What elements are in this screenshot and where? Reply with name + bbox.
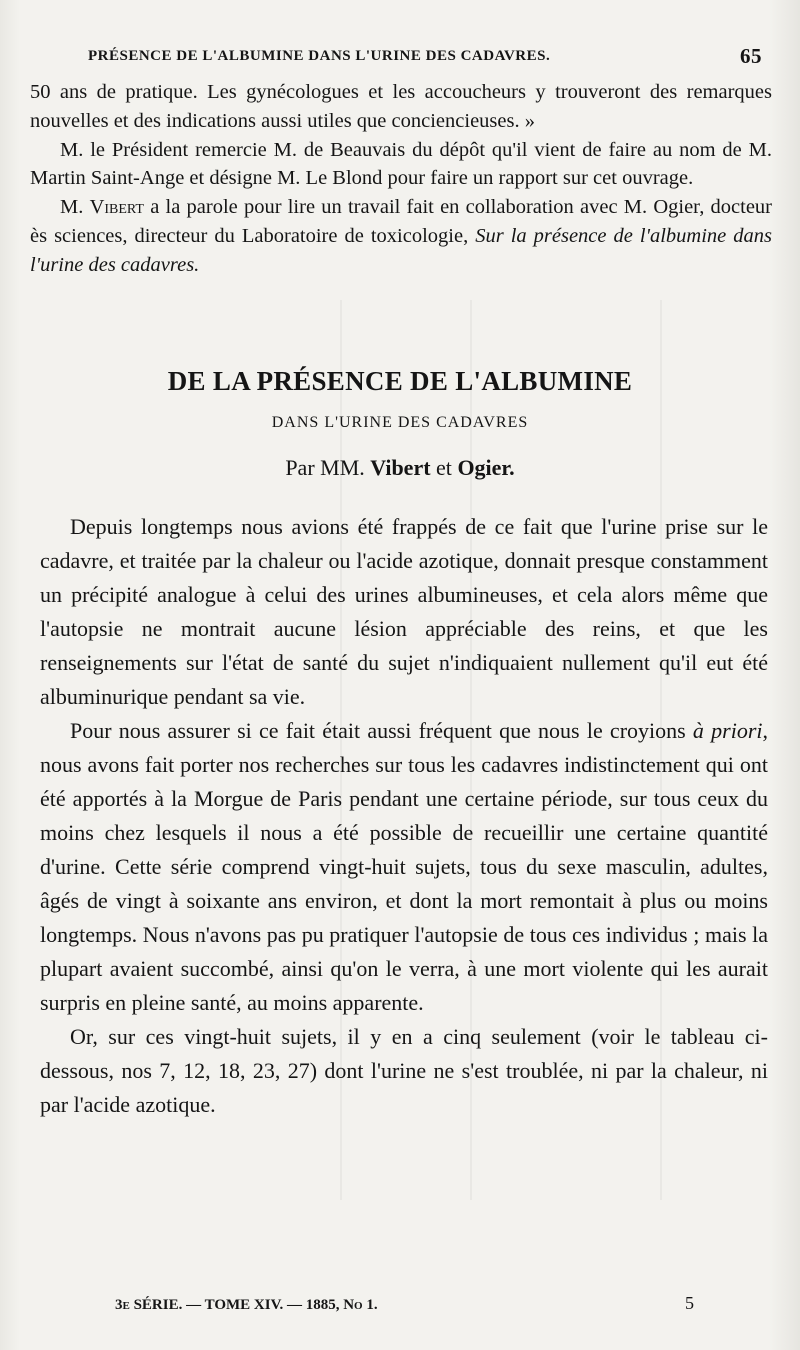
article-title: DE LA PRÉSENCE DE L'ALBUMINE (167, 366, 633, 396)
body-p2-italic: à priori (692, 718, 763, 743)
body-p2-b: , nous avons fait porter nos recherches sur tous les cadavres indistinctement qui ont été apportés à la Morgue de Paris pendant une certaine période, sur tous ceux du moins chez lesquels il nous a été possible de recueillir une certaine quantité d'urine. Cette série comprend vingt-huit sujets, tous du sexe masculin, adultes, âgés de vingt à soixante ans environ, et dont la mort remontait à plus ou moins longtemps. Nous n'avons pas pu pratiquer l'autopsie de tous ces individus ; mais la plupart avaient succombé, ainsi qu'on le verra, à une mort violente qui les aurait surpris en pleine santé, au moins apparente. (40, 718, 768, 1015)
intro-p3-name: Vibert (89, 196, 144, 219)
authors-conj: et (430, 455, 458, 480)
intro-paragraph-3 (30, 193, 772, 279)
article-authors (0, 455, 800, 481)
footer-series: 3e SÉRIE. — TOME XIV. — 1885, No 1. (115, 1297, 378, 1313)
body-paragraph-2 (40, 714, 768, 1020)
article-body (40, 510, 768, 1122)
body-p2-a: Pour nous assurer si ce fait était aussi fréquent que nous le croyions (70, 718, 693, 743)
running-head (88, 44, 768, 74)
intro-p3-prefix: M. (60, 196, 90, 219)
page-number: 65 (740, 44, 762, 68)
running-head-title: PRÉSENCE DE L'ALBUMINE DANS L'URINE DES CADAVRES. (88, 48, 551, 64)
author-1: Vibert (370, 455, 431, 480)
author-2: Ogier. (457, 455, 515, 480)
intro-p3-text: a la parole pour lire un travail fait en collaboration avec M. Ogier, docteur ès sciences, directeur du Laboratoire de toxicologie, (30, 196, 772, 247)
footer-signature: 5 (685, 1293, 694, 1313)
intro-p3-work-title: Sur la présence de l'albumine dans l'urine des cadavres. (30, 224, 772, 276)
intro-paragraph-1: 50 ans de pratique. Les gynécologues et les accoucheurs y trouveront des remarques nouvelles et des indications aussi utiles que conciencieuses. » (30, 81, 772, 132)
page-footer (0, 1293, 800, 1323)
article-subtitle: DANS L'URINE DES CADAVRES (271, 414, 529, 431)
body-paragraph-3: Or, sur ces vingt-huit sujets, il y en a cinq seulement (voir le tableau ci-dessous, nos 7, 12, 18, 23, 27) dont l'urine ne s'est troublée, ni par la chaleur, ni par l'acide azotique. (40, 1024, 768, 1117)
intro-section (30, 78, 772, 280)
body-paragraph-1: Depuis longtemps nous avions été frappés de ce fait que l'urine prise sur le cadavre, et traitée par la chaleur ou l'acide azotique, donnait presque constamment un précipité analogue à celui des urines albumineuses, et cela alors même que l'autopsie ne montrait aucune lésion appréciable des reins, et que les renseignements sur l'état de santé du sujet n'indiquaient nullement qu'il eut été albuminurique pendant sa vie. (40, 514, 768, 709)
authors-prefix: Par MM. (285, 455, 371, 480)
intro-paragraph-2: M. le Président remercie M. de Beauvais du dépôt qu'il vient de faire au nom de M. Martin Saint-Ange et désigne M. Le Blond pour faire un rapport sur cet ouvrage. (30, 138, 772, 190)
